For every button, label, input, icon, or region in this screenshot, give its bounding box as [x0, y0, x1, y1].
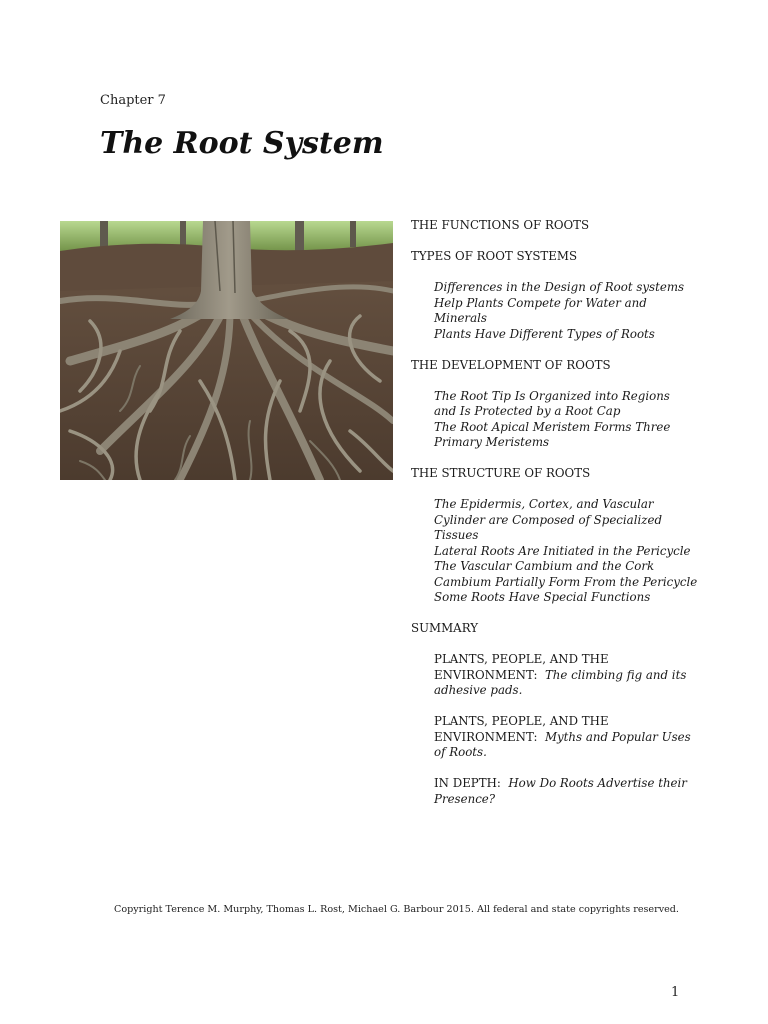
toc-box-climbing-fig: [434, 652, 711, 699]
toc-item: Differences in the Design of Root systems: [434, 280, 685, 294]
toc-box-myths: [434, 714, 711, 761]
toc-item: The Epidermis, Cortex, and Vascular: [434, 497, 654, 511]
toc-subsection-types: [434, 280, 711, 342]
toc-item: Cambium Partially Form From the Pericycle: [434, 574, 698, 589]
toc-item: Tissues: [434, 528, 479, 542]
toc-subsection-structure: [434, 497, 711, 606]
toc-item: Lateral Roots Are Initiated in the Pericycle: [434, 543, 691, 558]
toc-in-depth-prefix: IN DEPTH:: [434, 776, 501, 790]
toc-item: Help Plants Compete for Water and: [434, 295, 647, 310]
toc-subsection-development: [434, 389, 711, 451]
toc-item: Cylinder are Composed of Specialized: [434, 512, 663, 527]
toc-item: The Vascular Cambium and the Cork: [434, 559, 655, 573]
toc-item: The Root Apical Meristem Forms Three: [434, 419, 671, 434]
toc-item: Minerals: [434, 311, 487, 325]
toc-box-in-depth: [434, 776, 711, 807]
toc-heading-structure: THE STRUCTURE OF ROOTS: [411, 466, 591, 480]
toc-box-prefix: ENVIRONMENT:: [434, 729, 538, 744]
tree-roots-photo: [60, 221, 393, 480]
copyright-notice: Copyright Terence M. Murphy, Thomas L. Rost, Michael G. Barbour 2015. All federal and state copyrights reserved.: [114, 904, 679, 915]
toc-box-label: PLANTS, PEOPLE, AND THE: [434, 714, 609, 728]
toc-item: Plants Have Different Types of Roots: [434, 326, 655, 341]
toc-item: Primary Meristems: [434, 435, 550, 449]
toc-heading-development: THE DEVELOPMENT OF ROOTS: [411, 357, 611, 372]
chapter-label: Chapter 7: [100, 93, 166, 108]
toc-box-title-cont: adhesive pads.: [434, 683, 523, 697]
chapter-title: The Root System: [100, 126, 384, 161]
page-number: 1: [671, 985, 680, 1000]
toc-item: Some Roots Have Special Functions: [434, 590, 651, 604]
toc-heading-summary: SUMMARY: [411, 621, 479, 635]
toc-box-title: The climbing fig and its: [544, 667, 687, 682]
toc-box-title-cont: of Roots.: [434, 745, 487, 759]
toc-heading-functions: THE FUNCTIONS OF ROOTS: [411, 218, 590, 232]
toc-box-title: Myths and Popular Uses: [544, 729, 691, 744]
toc-in-depth-title: How Do Roots Advertise their: [508, 776, 687, 790]
toc-item: and Is Protected by a Root Cap: [434, 404, 621, 418]
toc-in-depth-title-cont: Presence?: [434, 791, 496, 806]
toc-item: The Root Tip Is Organized into Regions: [434, 388, 670, 403]
toc-box-prefix: ENVIRONMENT:: [434, 667, 538, 682]
table-of-contents: [411, 218, 711, 823]
toc-heading-types: TYPES OF ROOT SYSTEMS: [411, 249, 578, 263]
toc-box-label: PLANTS, PEOPLE, AND THE: [434, 652, 609, 666]
